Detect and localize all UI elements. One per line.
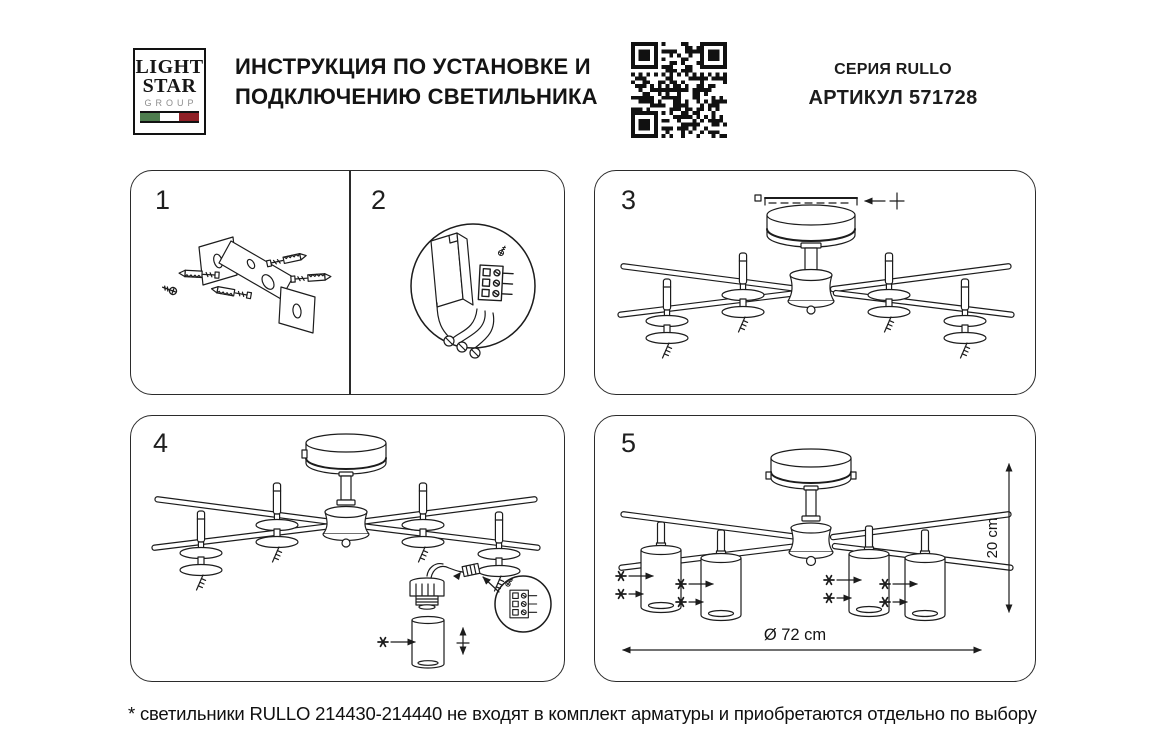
wall-plug-screw (211, 286, 252, 299)
diagram-step-3 (595, 171, 1033, 392)
center-hub (788, 270, 834, 315)
asterisk-icon (824, 576, 834, 585)
screw-icon (161, 284, 177, 296)
series-label: СЕРИЯ RULLO (834, 61, 952, 78)
arm-rod (621, 263, 802, 292)
diameter-dimension (623, 626, 981, 650)
step-number-2: 2 (371, 185, 387, 215)
lamp-holder (402, 483, 444, 562)
junction-box (431, 233, 473, 307)
canopy (767, 205, 855, 247)
wall-plug-screw (291, 273, 331, 282)
move-arrows-icon (457, 628, 469, 654)
diagram-step-5 (595, 416, 1033, 679)
diameter-dimension-label: Ø 72 cm (763, 626, 827, 644)
footer-note: * светильники RULLO 214430-214440 не входят в комплект арматуры и приобретаются отдельно по выбору (128, 703, 1037, 724)
terminal-block (510, 590, 537, 618)
panel-step-4 (130, 415, 565, 682)
diagram-step-1-2 (131, 171, 566, 392)
height-dimension-label: 20 cm (984, 517, 1001, 559)
stem (337, 472, 355, 505)
canopy (302, 434, 386, 474)
qr-code (630, 42, 728, 138)
ceiling-plate (755, 195, 857, 205)
lamp-holder (256, 483, 298, 562)
shade (641, 546, 681, 613)
shade (701, 554, 741, 621)
lamp-holder (478, 512, 520, 591)
lamp-socket (410, 578, 444, 609)
canopy (766, 449, 856, 489)
italy-flag-bar (140, 111, 199, 123)
step-number-4: 4 (153, 428, 169, 458)
pointer-arrow (453, 572, 461, 580)
inset-detail-circle (495, 576, 551, 632)
panel-step-3 (594, 170, 1036, 395)
title-line-2: ПОДКЛЮЧЕНИЮ СВЕТИЛЬНИКА (235, 84, 598, 109)
logo-word-star: STAR (142, 75, 197, 97)
terminal-block (478, 265, 513, 301)
center-hub (323, 507, 369, 548)
lamp-holder (944, 279, 986, 358)
asterisk-icon (824, 594, 834, 603)
lamp-holder (646, 279, 688, 358)
arm-rod (359, 523, 540, 550)
lamp-holder (868, 253, 910, 332)
fixing-screw (865, 193, 904, 209)
page-title (235, 52, 598, 112)
step-number-5: 5 (621, 428, 637, 458)
arm-rod (155, 496, 336, 525)
arm-rod (833, 290, 1014, 317)
center-hub (789, 523, 833, 566)
lightstar-logo (133, 48, 206, 135)
mounting-bracket (199, 237, 315, 333)
diagram-step-4 (131, 416, 562, 679)
logo-word-light: LIGHT (135, 56, 204, 78)
shade (412, 617, 444, 669)
logo-word-group: GROUP (144, 98, 198, 108)
step-number-3: 3 (621, 185, 637, 215)
panel-step-5 (594, 415, 1036, 682)
pointer-arrow (483, 577, 499, 592)
asterisk-icon (616, 572, 626, 581)
title-line-1: ИНСТРУКЦИЯ ПО УСТАНОВКЕ И (235, 54, 591, 79)
height-dimension (984, 464, 1009, 612)
arm-rod (356, 496, 537, 525)
panel-step-1-2 (130, 170, 565, 395)
lamp-holder (722, 253, 764, 332)
arm-rod (152, 523, 333, 550)
step-number-1: 1 (155, 185, 171, 215)
product-info (793, 61, 993, 110)
arm-rod (830, 263, 1011, 292)
article-label: АРТИКУЛ 571728 (808, 87, 978, 109)
screw-icon (498, 245, 508, 257)
arm-rod (618, 290, 799, 317)
stem (802, 486, 820, 521)
lamp-holder (180, 511, 222, 590)
wiring-detail-circle (411, 224, 535, 358)
asterisk-icon (378, 638, 388, 647)
ring-terminals (444, 336, 480, 358)
asterisk-icon (616, 590, 626, 599)
shade (905, 554, 945, 621)
arm-rod (621, 511, 802, 540)
plug-connector (462, 563, 480, 576)
